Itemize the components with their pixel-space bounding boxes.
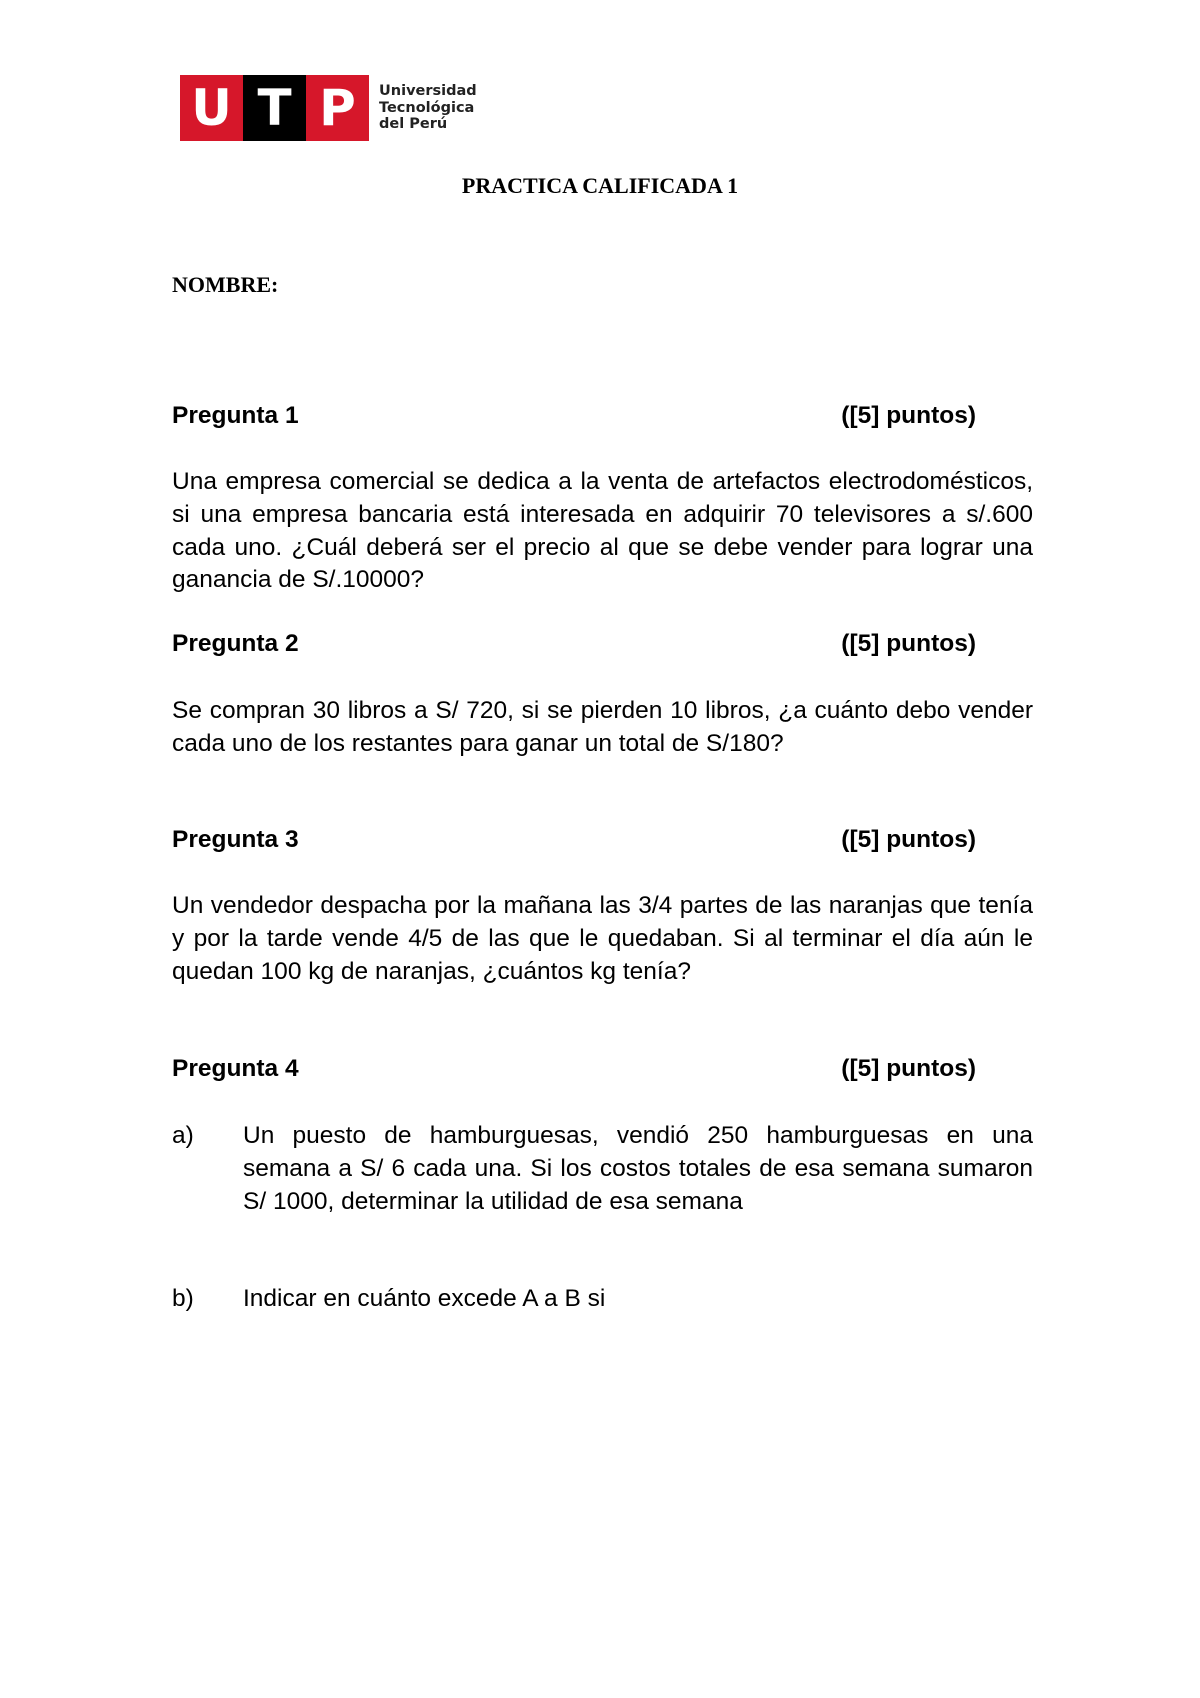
question-4-points: ([5] puntos) <box>841 1055 976 1082</box>
logo-wordmark <box>379 83 477 133</box>
question-1-header <box>172 402 976 430</box>
question-4-title: Pregunta 4 <box>172 1055 299 1082</box>
logo-line-2: Tecnológica <box>379 99 475 116</box>
document-title: PRACTICA CALIFICADA 1 <box>461 173 739 198</box>
question-4-header <box>172 1055 976 1083</box>
question-2-points: ([5] puntos) <box>841 630 976 657</box>
logo-line-3: del Perú <box>379 116 448 133</box>
question-1-points: ([5] puntos) <box>841 402 976 429</box>
question-4-item-b <box>172 1283 1033 1316</box>
question-1-title: Pregunta 1 <box>172 402 299 429</box>
logo-letter-p: P <box>306 75 369 141</box>
item-a-marker: a) <box>172 1122 194 1149</box>
question-2-title: Pregunta 2 <box>172 630 299 657</box>
question-3-header <box>172 826 976 854</box>
logo-letter-u: U <box>180 75 243 141</box>
question-4-item-a <box>172 1120 1033 1218</box>
question-1-text: Una empresa comercial se dedica a la venta de artefactos electrodomésticos, si una empresa bancaria está interesada en adquirir 70 televisores a s/.600 cada uno. ¿Cuál deberá ser el precio al que se debe vender para lograr una ganancia de S/.10000? <box>172 468 1033 594</box>
question-2-text: Se compran 30 libros a S/ 720, si se pierden 10 libros, ¿a cuánto debo vender cada uno de los restantes para ganar un total de S/180? <box>172 697 1033 757</box>
item-b-marker: b) <box>172 1285 194 1312</box>
logo-line-1: Universidad <box>379 83 477 100</box>
question-2-header <box>172 630 976 658</box>
name-field-label: NOMBRE: <box>172 272 279 297</box>
item-b-text: Indicar en cuánto excede A a B si <box>243 1285 606 1312</box>
logo-letter-t: T <box>243 75 306 141</box>
question-3-title: Pregunta 3 <box>172 826 299 853</box>
logo-letter-blocks <box>180 75 369 141</box>
utp-logo <box>180 75 477 141</box>
item-a-text: Un puesto de hamburguesas, vendió 250 hamburguesas en una semana a S/ 6 cada una. Si los costos totales de esa semana sumaron S/ 1000, determinar la utilidad de esa semana <box>243 1122 1033 1215</box>
question-3-points: ([5] puntos) <box>841 826 976 853</box>
question-3-text: Un vendedor despacha por la mañana las 3/4 partes de las naranjas que tenía y por la tarde vende 4/5 de las que le quedaban. Si al terminar el día aún le quedan 100 kg de naranjas, ¿cuántos kg tenía? <box>172 892 1033 985</box>
